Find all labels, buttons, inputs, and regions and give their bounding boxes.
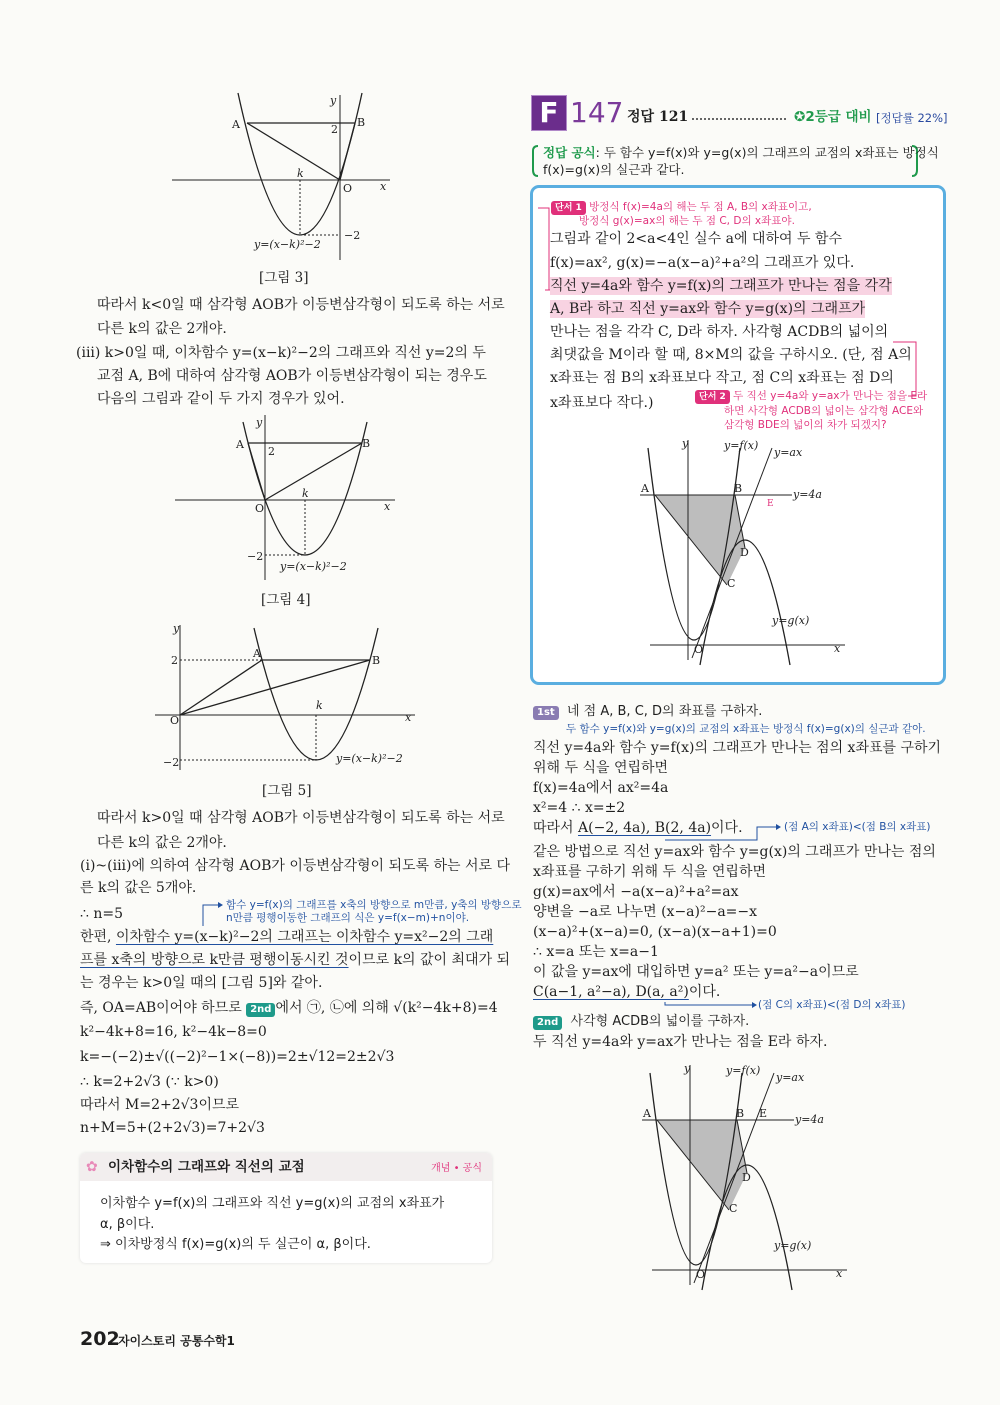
label-x: x bbox=[834, 642, 841, 655]
label-d: D bbox=[742, 1171, 751, 1184]
label-f: y=f(x) bbox=[726, 1064, 761, 1077]
label-x: x bbox=[405, 711, 412, 724]
step-2-title: 2nd 사각형 ACDB의 넓이를 구하자. bbox=[533, 1013, 749, 1031]
label-e: E bbox=[759, 1107, 768, 1120]
answer-label: 정답 bbox=[627, 109, 655, 125]
step-1st-badge: 1st bbox=[533, 706, 559, 720]
label-x: x bbox=[384, 500, 391, 513]
figure-4-caption: [그림 4] bbox=[261, 592, 311, 608]
problem-line: 직선 y=4a와 함수 y=f(x)의 그래프가 만나는 점을 각각 bbox=[550, 278, 892, 294]
solution-line: g(x)=ax에서 −a(x−a)²+a²=ax bbox=[533, 884, 739, 900]
problem-line: 만나는 점을 각각 C, D라 하자. 사각형 ACDB의 넓이의 bbox=[550, 324, 889, 340]
label-neg2: −2 bbox=[247, 550, 264, 563]
text-line: ∴ n=5 bbox=[80, 906, 124, 922]
solution-line: 직선 y=4a와 함수 y=f(x)의 그래프가 만나는 점의 x좌표를 구하기 bbox=[533, 740, 942, 756]
text-line: 프를 x축의 방향으로 k만큼 평행이동시킨 것이므로 k의 값이 최대가 되 bbox=[80, 952, 511, 968]
label-a: A bbox=[253, 647, 261, 660]
step-1-note: 두 함수 y=f(x)와 y=g(x)의 교점의 x좌표는 방정식 f(x)=g(x)의 실근과 같아. bbox=[566, 723, 926, 735]
concept-line: 이차함수 y=f(x)의 그래프와 직선 y=g(x)의 교점의 x좌표가 bbox=[100, 1196, 445, 1211]
concept-title: 이차함수의 그래프와 직선의 교점 bbox=[108, 1159, 305, 1175]
label-y: y bbox=[682, 437, 689, 450]
text-line: 교점 A, B에 대하여 삼각형 AOB가 이등변삼각형이 되는 경우도 bbox=[97, 368, 487, 384]
label-b: B bbox=[734, 482, 743, 495]
text-line: 따라서 k<0일 때 삼각형 AOB가 이등변삼각형이 되도록 하는 서로 bbox=[97, 297, 505, 313]
solution-line: x좌표를 구하기 위해 두 식을 연립하면 bbox=[533, 864, 767, 880]
star-icon: ✪ bbox=[794, 109, 806, 125]
label-o: O bbox=[343, 182, 353, 195]
correct-rate: [정답률 22%] bbox=[876, 111, 948, 125]
text-line: 한편, 이차함수 y=(x−k)²−2의 그래프는 이차함수 y=x²−2의 그래 bbox=[80, 929, 494, 945]
label-x: x bbox=[836, 1267, 843, 1280]
solution-line: (x−a)²+(x−a)=0, (x−a)(x−a+1)=0 bbox=[533, 924, 777, 940]
solution-line: 양변을 −a로 나누면 (x−a)²−a=−x bbox=[533, 904, 758, 920]
text-line: (iii) k>0일 때, 이차함수 y=(x−k)²−2의 그래프와 직선 y=2의 두 bbox=[76, 345, 486, 361]
problem-line: 그림과 같이 2<a<4인 실수 a에 대하여 두 함수 bbox=[550, 231, 842, 247]
label-o: O bbox=[170, 714, 180, 727]
label-ax: y=ax bbox=[774, 446, 803, 459]
text-line: 른 k의 값은 5개야. bbox=[80, 880, 197, 896]
label-4a: y=4a bbox=[795, 1113, 824, 1126]
label-k: k bbox=[316, 699, 323, 712]
step-2nd-badge: 2nd bbox=[246, 1003, 275, 1017]
label-eq: y=(x−k)²−2 bbox=[280, 560, 347, 573]
label-4a: y=4a bbox=[793, 488, 822, 501]
problem-line: 최댓값을 M이라 할 때, 8×M의 값을 구하시오. (단, 점 A의 bbox=[550, 347, 912, 363]
problem-line: x좌표보다 작다.) bbox=[550, 395, 654, 411]
label-o: O bbox=[694, 643, 704, 656]
calc-line: n+M=5+(2+2√3)=7+2√3 bbox=[80, 1120, 265, 1136]
label-k: k bbox=[297, 167, 304, 180]
text-line: 는 경우는 k>0일 때의 [그림 5]와 같아. bbox=[80, 975, 323, 991]
concept-line: ⇒ 이차방정식 f(x)=g(x)의 두 실근이 α, β이다. bbox=[100, 1237, 371, 1252]
label-c: C bbox=[727, 577, 736, 590]
concept-tag: 개념 • 공식 bbox=[431, 1163, 482, 1174]
solution-line: x²=4 ∴ x=±2 bbox=[533, 800, 626, 816]
solution-line: ∴ x=a 또는 x=a−1 bbox=[533, 944, 659, 960]
calc-line: k=−(−2)±√((−2)²−1×(−8))=2±√12=2±2√3 bbox=[80, 1049, 395, 1065]
text-line: 다음의 그림과 같이 두 가지 경우가 있어. bbox=[97, 391, 345, 407]
book-title: 자이스토리 공통수학1 bbox=[118, 1334, 235, 1348]
solution-line: 따라서 A(−2, 4a), B(2, 4a)이다. bbox=[533, 820, 743, 836]
solution-line: 이 값을 y=ax에 대입하면 y=a² 또는 y=a²−a이므로 bbox=[533, 964, 859, 980]
label-c: C bbox=[729, 1202, 738, 1215]
label-b: B bbox=[357, 116, 366, 129]
label-y: y bbox=[684, 1062, 691, 1075]
label-ax: y=ax bbox=[776, 1071, 805, 1084]
problem-number: 147 bbox=[570, 96, 624, 129]
label-2: 2 bbox=[331, 123, 338, 136]
solution-line: 위해 두 식을 연립하면 bbox=[533, 760, 669, 776]
label-eq: y=(x−k)²−2 bbox=[254, 238, 321, 251]
label-a: A bbox=[232, 118, 240, 131]
solution-line: f(x)=4a에서 ax²=4a bbox=[533, 780, 669, 796]
hint-1-badge: 단서 1 bbox=[551, 201, 586, 215]
figure-5-caption: [그림 5] bbox=[262, 783, 312, 799]
label-y: y bbox=[256, 416, 263, 429]
answer-value: 121 bbox=[659, 109, 689, 125]
label-a: A bbox=[236, 438, 244, 451]
label-x: x bbox=[380, 180, 387, 193]
label-b: B bbox=[736, 1107, 745, 1120]
text-line: 다른 k의 값은 2개야. bbox=[97, 321, 227, 337]
problem-line: A, B라 하고 직선 y=ax와 함수 y=g(x)의 그래프가 bbox=[550, 301, 866, 317]
label-eq: y=(x−k)²−2 bbox=[336, 752, 403, 765]
label-y: y bbox=[330, 94, 337, 107]
calc-line: 따라서 M=2+2√3이므로 bbox=[80, 1097, 240, 1113]
note-line: 함수 y=f(x)의 그래프를 x축의 방향으로 m만큼, y축의 방향으로 bbox=[226, 899, 522, 911]
label-neg2: −2 bbox=[344, 229, 361, 242]
label-y: y bbox=[173, 622, 180, 635]
calc-line: ∴ k=2+2√3 (∵ k>0) bbox=[80, 1074, 219, 1090]
label-e: E bbox=[767, 499, 774, 509]
label-k: k bbox=[302, 487, 309, 500]
label-d: D bbox=[740, 546, 749, 559]
label-a: A bbox=[643, 1107, 651, 1120]
flower-icon: ✿ bbox=[86, 1159, 98, 1175]
formula-line: f(x)=g(x)의 실근과 같다. bbox=[543, 162, 685, 177]
label-g: y=g(x) bbox=[774, 1239, 812, 1252]
label-f: y=f(x) bbox=[724, 439, 759, 452]
problem-line: f(x)=ax², g(x)=−a(x−a)²+a²의 그래프가 있다. bbox=[550, 255, 855, 271]
grade-label: ✪2등급 대비 bbox=[794, 109, 872, 125]
label-b: B bbox=[372, 654, 381, 667]
step-2nd-badge: 2nd bbox=[533, 1016, 562, 1030]
label-a: A bbox=[641, 482, 649, 495]
solution-line: C(a−1, a²−a), D(a, a²)이다. bbox=[533, 984, 721, 1000]
label-g: y=g(x) bbox=[772, 614, 810, 627]
text-line: 즉, OA=AB이어야 하므로 2nd 에서 ㉠, ㉡에 의해 √(k²−4k+8)=4 bbox=[80, 1000, 498, 1016]
concept-line: α, β이다. bbox=[100, 1217, 155, 1232]
label-b: B bbox=[362, 437, 371, 450]
text-line: 다른 k의 값은 2개야. bbox=[97, 835, 227, 851]
solution-line: 두 직선 y=4a와 y=ax가 만나는 점을 E라 하자. bbox=[533, 1034, 828, 1050]
problem-line: x좌표는 점 B의 x좌표보다 작고, 점 C의 x좌표는 점 D의 bbox=[550, 370, 894, 386]
text-line: (i)~(iii)에 의하여 삼각형 AOB가 이등변삼각형이 되도록 하는 서로 다 bbox=[80, 858, 511, 874]
figure-3-caption: [그림 3] bbox=[259, 270, 309, 286]
text-line: 따라서 k>0일 때 삼각형 AOB가 이등변삼각형이 되도록 하는 서로 bbox=[97, 810, 505, 826]
note-line: n만큼 평행이동한 그래프의 식은 y=f(x−m)+n이야. bbox=[226, 912, 470, 924]
level-badge: F bbox=[531, 95, 567, 131]
step-1-title: 1st 네 점 A, B, C, D의 좌표를 구하자. bbox=[533, 703, 762, 721]
label-2: 2 bbox=[171, 654, 178, 667]
page-number: 202 bbox=[80, 1328, 120, 1350]
solution-line: 같은 방법으로 직선 y=ax와 함수 y=g(x)의 그래프가 만나는 점의 bbox=[533, 844, 936, 860]
label-2: 2 bbox=[268, 445, 275, 458]
calc-line: k²−4k+8=16, k²−4k−8=0 bbox=[80, 1024, 267, 1040]
label-neg2: −2 bbox=[163, 756, 180, 769]
label-o: O bbox=[696, 1268, 706, 1281]
label-o: O bbox=[255, 502, 265, 515]
hint-2-badge: 단서 2 bbox=[695, 390, 730, 404]
formula-label: 정답 공식 bbox=[543, 145, 596, 160]
